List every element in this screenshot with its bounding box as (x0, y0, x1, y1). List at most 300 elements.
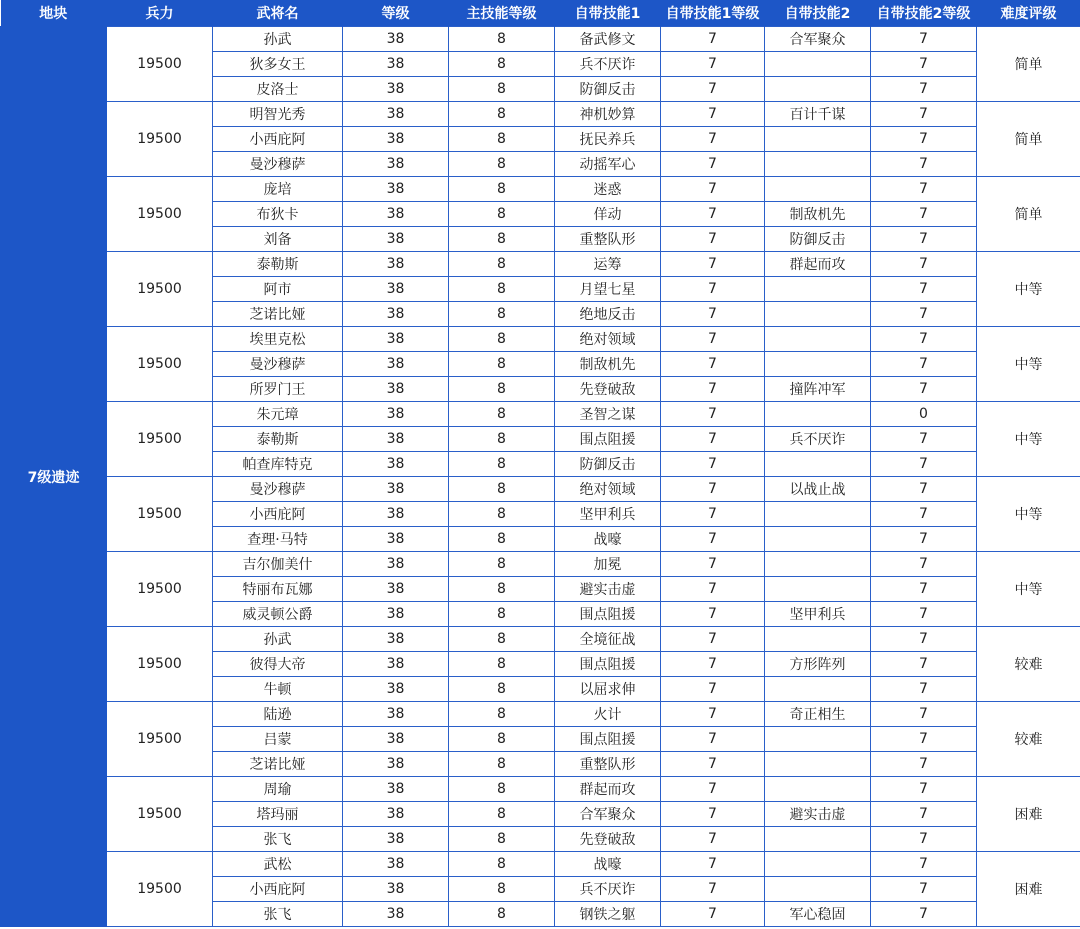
level-cell: 38 (343, 377, 449, 402)
skill1-level-cell: 7 (661, 127, 765, 152)
main-skill-level-cell: 8 (449, 577, 555, 602)
skill2-level-cell: 7 (871, 827, 977, 852)
skill1-level-cell: 7 (661, 102, 765, 127)
skill2-cell (765, 152, 871, 177)
skill2-level-cell: 0 (871, 402, 977, 427)
skill2-level-cell: 7 (871, 477, 977, 502)
skill2-level-cell: 7 (871, 27, 977, 52)
skill2-level-cell: 7 (871, 677, 977, 702)
main-skill-level-cell: 8 (449, 402, 555, 427)
main-skill-level-cell: 8 (449, 802, 555, 827)
skill1-cell: 动摇军心 (555, 152, 661, 177)
header-skill2: 自带技能2 (765, 0, 871, 27)
level-cell: 38 (343, 777, 449, 802)
level-cell: 38 (343, 477, 449, 502)
header-difficulty: 难度评级 (977, 0, 1080, 27)
skill1-level-cell: 7 (661, 902, 765, 927)
general-name-cell: 明智光秀 (213, 102, 343, 127)
skill2-level-cell: 7 (871, 752, 977, 777)
header-main-skill-level: 主技能等级 (449, 0, 555, 27)
table-row (1, 252, 1080, 277)
skill2-cell (765, 77, 871, 102)
general-name-cell: 吕蒙 (213, 727, 343, 752)
skill2-level-cell: 7 (871, 202, 977, 227)
skill2-cell (765, 302, 871, 327)
level-cell: 38 (343, 577, 449, 602)
skill2-level-cell: 7 (871, 602, 977, 627)
table-row (1, 477, 1080, 502)
skill1-level-cell: 7 (661, 627, 765, 652)
skill1-level-cell: 7 (661, 777, 765, 802)
table-row (1, 402, 1080, 427)
skill1-level-cell: 7 (661, 827, 765, 852)
skill1-cell: 备武修文 (555, 27, 661, 52)
skill1-cell: 坚甲利兵 (555, 502, 661, 527)
general-name-cell: 泰勒斯 (213, 427, 343, 452)
skill1-level-cell: 7 (661, 752, 765, 777)
skill1-cell: 围点阻援 (555, 652, 661, 677)
skill1-cell: 迷惑 (555, 177, 661, 202)
skill2-level-cell: 7 (871, 102, 977, 127)
table-row (1, 777, 1080, 802)
skill2-cell (765, 752, 871, 777)
skill2-level-cell: 7 (871, 127, 977, 152)
skill2-level-cell: 7 (871, 252, 977, 277)
skill1-cell: 兵不厌诈 (555, 52, 661, 77)
skill2-cell: 奇正相生 (765, 702, 871, 727)
skill2-cell (765, 527, 871, 552)
skill2-cell: 防御反击 (765, 227, 871, 252)
troops-cell: 19500 (107, 777, 213, 852)
general-name-cell: 芝诺比娅 (213, 302, 343, 327)
level-cell: 38 (343, 102, 449, 127)
level-cell: 38 (343, 752, 449, 777)
level-cell: 38 (343, 877, 449, 902)
skill2-level-cell: 7 (871, 52, 977, 77)
main-skill-level-cell: 8 (449, 202, 555, 227)
general-name-cell: 所罗门王 (213, 377, 343, 402)
skill2-level-cell: 7 (871, 577, 977, 602)
skill2-cell (765, 277, 871, 302)
general-name-cell: 帕查库特克 (213, 452, 343, 477)
header-skill2-level: 自带技能2等级 (871, 0, 977, 27)
general-name-cell: 吉尔伽美什 (213, 552, 343, 577)
skill2-cell: 以战止战 (765, 477, 871, 502)
level-cell: 38 (343, 277, 449, 302)
general-name-cell: 孙武 (213, 27, 343, 52)
skill1-cell: 合军聚众 (555, 802, 661, 827)
skill1-level-cell: 7 (661, 152, 765, 177)
skill1-cell: 重整队形 (555, 227, 661, 252)
skill1-level-cell: 7 (661, 302, 765, 327)
skill1-level-cell: 7 (661, 252, 765, 277)
skill1-level-cell: 7 (661, 327, 765, 352)
level-cell: 38 (343, 202, 449, 227)
main-skill-level-cell: 8 (449, 277, 555, 302)
general-name-cell: 特丽布瓦娜 (213, 577, 343, 602)
general-name-cell: 小西庇阿 (213, 502, 343, 527)
skill1-cell: 月望七星 (555, 277, 661, 302)
level-cell: 38 (343, 327, 449, 352)
skill2-cell: 方形阵列 (765, 652, 871, 677)
header-skill1: 自带技能1 (555, 0, 661, 27)
skill1-cell: 佯动 (555, 202, 661, 227)
troops-cell: 19500 (107, 177, 213, 252)
skill1-cell: 避实击虚 (555, 577, 661, 602)
skill1-level-cell: 7 (661, 477, 765, 502)
skill1-level-cell: 7 (661, 227, 765, 252)
skill1-level-cell: 7 (661, 452, 765, 477)
skill1-cell: 先登破敌 (555, 827, 661, 852)
difficulty-cell: 中等 (977, 402, 1080, 477)
main-skill-level-cell: 8 (449, 752, 555, 777)
table-row (1, 27, 1080, 52)
skill2-cell: 撞阵冲军 (765, 377, 871, 402)
skill1-cell: 兵不厌诈 (555, 877, 661, 902)
general-name-cell: 皮洛士 (213, 77, 343, 102)
general-name-cell: 牛顿 (213, 677, 343, 702)
general-name-cell: 陆逊 (213, 702, 343, 727)
general-name-cell: 小西庇阿 (213, 127, 343, 152)
skill1-level-cell: 7 (661, 77, 765, 102)
troops-cell: 19500 (107, 477, 213, 552)
general-name-cell: 张飞 (213, 827, 343, 852)
difficulty-cell: 中等 (977, 552, 1080, 627)
skill2-cell (765, 502, 871, 527)
main-skill-level-cell: 8 (449, 427, 555, 452)
main-skill-level-cell: 8 (449, 377, 555, 402)
skill2-cell (765, 852, 871, 877)
skill2-level-cell: 7 (871, 527, 977, 552)
skill2-level-cell: 7 (871, 902, 977, 927)
skill2-level-cell: 7 (871, 777, 977, 802)
troops-cell: 19500 (107, 327, 213, 402)
difficulty-cell: 困难 (977, 777, 1080, 852)
general-name-cell: 小西庇阿 (213, 877, 343, 902)
level-cell: 38 (343, 602, 449, 627)
difficulty-cell: 较难 (977, 627, 1080, 702)
general-name-cell: 布狄卡 (213, 202, 343, 227)
skill2-cell (765, 577, 871, 602)
level-cell: 38 (343, 227, 449, 252)
skill1-cell: 圣智之谋 (555, 402, 661, 427)
main-skill-level-cell: 8 (449, 152, 555, 177)
skill1-level-cell: 7 (661, 27, 765, 52)
skill1-cell: 绝对领域 (555, 477, 661, 502)
skill1-level-cell: 7 (661, 427, 765, 452)
level-cell: 38 (343, 627, 449, 652)
main-skill-level-cell: 8 (449, 902, 555, 927)
level-cell: 38 (343, 652, 449, 677)
difficulty-cell: 中等 (977, 327, 1080, 402)
skill2-level-cell: 7 (871, 502, 977, 527)
difficulty-cell: 简单 (977, 102, 1080, 177)
troops-cell: 19500 (107, 102, 213, 177)
skill2-cell (765, 627, 871, 652)
skill1-level-cell: 7 (661, 552, 765, 577)
main-skill-level-cell: 8 (449, 852, 555, 877)
troops-cell: 19500 (107, 627, 213, 702)
main-skill-level-cell: 8 (449, 452, 555, 477)
difficulty-cell: 中等 (977, 477, 1080, 552)
skill2-cell (765, 177, 871, 202)
main-skill-level-cell: 8 (449, 627, 555, 652)
skill2-cell: 坚甲利兵 (765, 602, 871, 627)
level-cell: 38 (343, 302, 449, 327)
general-name-cell: 查理·马特 (213, 527, 343, 552)
skill1-level-cell: 7 (661, 727, 765, 752)
skill2-level-cell: 7 (871, 452, 977, 477)
skill1-cell: 绝对领域 (555, 327, 661, 352)
troops-cell: 19500 (107, 702, 213, 777)
table-row (1, 627, 1080, 652)
skill2-cell (765, 877, 871, 902)
main-skill-level-cell: 8 (449, 352, 555, 377)
skill1-cell: 钢铁之躯 (555, 902, 661, 927)
header-level: 等级 (343, 0, 449, 27)
skill1-cell: 防御反击 (555, 77, 661, 102)
level-cell: 38 (343, 452, 449, 477)
skill1-cell: 战嚎 (555, 527, 661, 552)
skill2-level-cell: 7 (871, 302, 977, 327)
table-row (1, 702, 1080, 727)
skill1-cell: 全境征战 (555, 627, 661, 652)
skill1-cell: 先登破敌 (555, 377, 661, 402)
skill1-cell: 围点阻援 (555, 427, 661, 452)
skill2-level-cell: 7 (871, 152, 977, 177)
level-cell: 38 (343, 177, 449, 202)
skill2-cell (765, 402, 871, 427)
troops-cell: 19500 (107, 852, 213, 927)
general-name-cell: 朱元璋 (213, 402, 343, 427)
skill1-level-cell: 7 (661, 527, 765, 552)
main-skill-level-cell: 8 (449, 302, 555, 327)
difficulty-cell: 简单 (977, 177, 1080, 252)
skill2-cell (765, 327, 871, 352)
skill1-level-cell: 7 (661, 502, 765, 527)
skill1-level-cell: 7 (661, 352, 765, 377)
header-skill1-level: 自带技能1等级 (661, 0, 765, 27)
level-cell: 38 (343, 702, 449, 727)
level-cell: 38 (343, 252, 449, 277)
skill2-level-cell: 7 (871, 352, 977, 377)
main-skill-level-cell: 8 (449, 527, 555, 552)
main-skill-level-cell: 8 (449, 77, 555, 102)
skill1-level-cell: 7 (661, 602, 765, 627)
skill2-cell: 军心稳固 (765, 902, 871, 927)
skill1-cell: 重整队形 (555, 752, 661, 777)
skill2-level-cell: 7 (871, 552, 977, 577)
general-name-cell: 武松 (213, 852, 343, 877)
skill2-cell: 兵不厌诈 (765, 427, 871, 452)
skill2-level-cell: 7 (871, 177, 977, 202)
skill2-level-cell: 7 (871, 877, 977, 902)
skill2-cell (765, 52, 871, 77)
general-name-cell: 刘备 (213, 227, 343, 252)
main-skill-level-cell: 8 (449, 602, 555, 627)
main-skill-level-cell: 8 (449, 502, 555, 527)
table-body (1, 27, 1080, 927)
level-cell: 38 (343, 802, 449, 827)
level-cell: 38 (343, 127, 449, 152)
level-cell: 38 (343, 77, 449, 102)
skill2-cell (765, 777, 871, 802)
skill1-cell: 加冕 (555, 552, 661, 577)
skill1-cell: 群起而攻 (555, 777, 661, 802)
skill1-level-cell: 7 (661, 52, 765, 77)
skill1-level-cell: 7 (661, 652, 765, 677)
main-skill-level-cell: 8 (449, 127, 555, 152)
skill1-level-cell: 7 (661, 702, 765, 727)
skill1-cell: 以屈求伸 (555, 677, 661, 702)
level-cell: 38 (343, 852, 449, 877)
skill1-cell: 抚民养兵 (555, 127, 661, 152)
header-row (1, 0, 1080, 27)
main-skill-level-cell: 8 (449, 52, 555, 77)
header-troops: 兵力 (107, 0, 213, 27)
skill1-cell: 神机妙算 (555, 102, 661, 127)
skill2-cell: 群起而攻 (765, 252, 871, 277)
general-name-cell: 威灵顿公爵 (213, 602, 343, 627)
main-skill-level-cell: 8 (449, 227, 555, 252)
main-skill-level-cell: 8 (449, 702, 555, 727)
skill2-cell: 合军聚众 (765, 27, 871, 52)
skill2-cell (765, 127, 871, 152)
table-row (1, 552, 1080, 577)
level-cell: 38 (343, 502, 449, 527)
skill2-cell (765, 827, 871, 852)
skill1-cell: 运筹 (555, 252, 661, 277)
skill2-cell: 避实击虚 (765, 802, 871, 827)
header-plot: 地块 (1, 0, 107, 27)
main-skill-level-cell: 8 (449, 727, 555, 752)
level-cell: 38 (343, 27, 449, 52)
skill2-cell (765, 552, 871, 577)
skill2-level-cell: 7 (871, 227, 977, 252)
skill1-level-cell: 7 (661, 202, 765, 227)
skill1-cell: 战嚎 (555, 852, 661, 877)
level-cell: 38 (343, 727, 449, 752)
skill2-level-cell: 7 (871, 327, 977, 352)
skill1-cell: 绝地反击 (555, 302, 661, 327)
skill2-level-cell: 7 (871, 802, 977, 827)
skill1-level-cell: 7 (661, 277, 765, 302)
skill1-cell: 制敌机先 (555, 352, 661, 377)
skill2-level-cell: 7 (871, 627, 977, 652)
general-name-cell: 曼沙穆萨 (213, 152, 343, 177)
skill2-level-cell: 7 (871, 277, 977, 302)
table-row (1, 177, 1080, 202)
main-skill-level-cell: 8 (449, 252, 555, 277)
level-cell: 38 (343, 552, 449, 577)
skill1-level-cell: 7 (661, 877, 765, 902)
general-name-cell: 阿市 (213, 277, 343, 302)
general-name-cell: 彼得大帝 (213, 652, 343, 677)
main-skill-level-cell: 8 (449, 327, 555, 352)
skill1-cell: 火计 (555, 702, 661, 727)
level-cell: 38 (343, 352, 449, 377)
main-skill-level-cell: 8 (449, 827, 555, 852)
difficulty-cell: 困难 (977, 852, 1080, 927)
general-name-cell: 芝诺比娅 (213, 752, 343, 777)
main-skill-level-cell: 8 (449, 477, 555, 502)
level-cell: 38 (343, 677, 449, 702)
main-skill-level-cell: 8 (449, 552, 555, 577)
skill2-cell: 百计千谋 (765, 102, 871, 127)
main-skill-level-cell: 8 (449, 102, 555, 127)
skill1-cell: 围点阻援 (555, 602, 661, 627)
troops-cell: 19500 (107, 27, 213, 102)
skill2-level-cell: 7 (871, 427, 977, 452)
skill2-level-cell: 7 (871, 852, 977, 877)
skill2-cell: 制敌机先 (765, 202, 871, 227)
skill1-level-cell: 7 (661, 402, 765, 427)
difficulty-cell: 中等 (977, 252, 1080, 327)
general-name-cell: 泰勒斯 (213, 252, 343, 277)
skill2-level-cell: 7 (871, 77, 977, 102)
skill2-level-cell: 7 (871, 702, 977, 727)
skill1-level-cell: 7 (661, 177, 765, 202)
skill1-level-cell: 7 (661, 677, 765, 702)
level-cell: 38 (343, 827, 449, 852)
table-row (1, 852, 1080, 877)
level-cell: 38 (343, 527, 449, 552)
general-name-cell: 庞培 (213, 177, 343, 202)
main-skill-level-cell: 8 (449, 777, 555, 802)
skill1-level-cell: 7 (661, 377, 765, 402)
level-cell: 38 (343, 402, 449, 427)
header-general-name: 武将名 (213, 0, 343, 27)
main-skill-level-cell: 8 (449, 177, 555, 202)
main-skill-level-cell: 8 (449, 677, 555, 702)
troops-cell: 19500 (107, 252, 213, 327)
general-name-cell: 张飞 (213, 902, 343, 927)
troops-cell: 19500 (107, 552, 213, 627)
skill1-level-cell: 7 (661, 802, 765, 827)
general-name-cell: 埃里克松 (213, 327, 343, 352)
skill1-level-cell: 7 (661, 852, 765, 877)
general-name-cell: 曼沙穆萨 (213, 352, 343, 377)
skill1-cell: 围点阻援 (555, 727, 661, 752)
skill2-cell (765, 677, 871, 702)
level-cell: 38 (343, 152, 449, 177)
table-row (1, 102, 1080, 127)
level-cell: 38 (343, 427, 449, 452)
main-skill-level-cell: 8 (449, 877, 555, 902)
level-cell: 38 (343, 52, 449, 77)
skill2-cell (765, 727, 871, 752)
skill2-cell (765, 352, 871, 377)
skill1-cell: 防御反击 (555, 452, 661, 477)
main-skill-level-cell: 8 (449, 652, 555, 677)
general-name-cell: 曼沙穆萨 (213, 477, 343, 502)
difficulty-cell: 简单 (977, 27, 1080, 102)
main-skill-level-cell: 8 (449, 27, 555, 52)
difficulty-cell: 较难 (977, 702, 1080, 777)
skill2-cell (765, 452, 871, 477)
skill2-level-cell: 7 (871, 652, 977, 677)
skill2-level-cell: 7 (871, 727, 977, 752)
general-name-cell: 周瑜 (213, 777, 343, 802)
skill2-level-cell: 7 (871, 377, 977, 402)
general-name-cell: 狄多女王 (213, 52, 343, 77)
general-name-cell: 塔玛丽 (213, 802, 343, 827)
level-cell: 38 (343, 902, 449, 927)
skill1-level-cell: 7 (661, 577, 765, 602)
plot-cell: 7级遗迹 (1, 27, 107, 927)
troops-cell: 19500 (107, 402, 213, 477)
general-name-cell: 孙武 (213, 627, 343, 652)
